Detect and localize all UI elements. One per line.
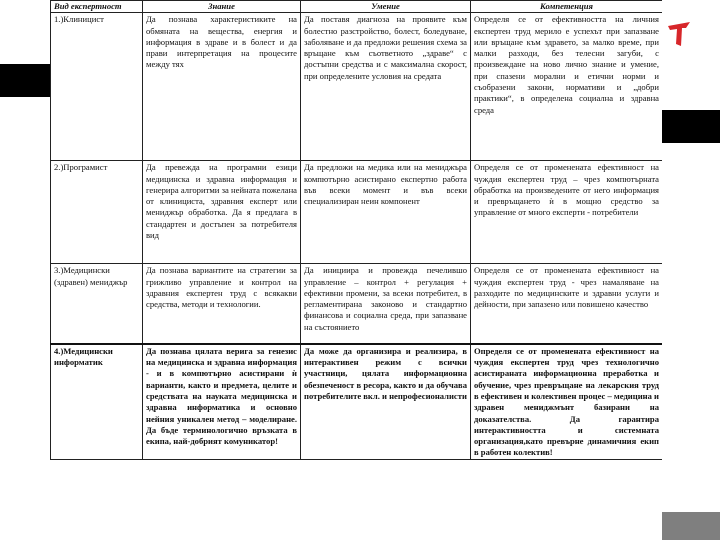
header-znanie: Знание (143, 1, 301, 13)
kompetentsia-text: Определя се от променената ефективност на чуждия експертен труд – чрез компютърната обработка на произведените от него информация и превръщането ѝ в мощно средство за управление от много експерти - потребители (474, 162, 659, 218)
cell-znanie (143, 13, 301, 161)
table-row (51, 344, 663, 459)
cell-umenie (301, 13, 471, 161)
cell-type (51, 161, 143, 264)
umenie-text: Да поставя диагноза на проявите към болестно разстройство, болест, боледуване, заболяване и да предложи решения схема за връщане към съответното „здраве“ с достъпни средства и с максимална скорост, при определените условия на средата (304, 14, 467, 81)
table-row (51, 13, 663, 161)
cell-kompetentsia (471, 161, 663, 264)
cell-znanie (143, 161, 301, 264)
row-type-label: 4.)Медицински информатик (54, 345, 113, 368)
cell-kompetentsia (471, 344, 663, 459)
header-type: Вид експертност (51, 1, 143, 13)
znanie-text: Да познава вариантите на стратегии за грижливо управление и контрол на здравния експертен труд с всякакви средства, методи и технологии. (146, 265, 297, 310)
kompetentsia-text: Определя се от променената ефективност на чуждия експертен труд - чрез намаляване на разходите по медицинските и здравни услуги и дейности, при запазено или повишено качество (474, 265, 659, 310)
cell-znanie (143, 264, 301, 344)
expertise-table (50, 0, 662, 460)
umenie-text: Да може да организира и реализира, в интерактивен режим с всички участници, цялата информационна обезпеченост в ресора, както и да обучава потребителите вкл. и непрофесионалисти (304, 345, 467, 401)
header-kompetentsia: Компетенция (471, 1, 663, 13)
header-umenie: Умение (301, 1, 471, 13)
umenie-text: Да предложи на медика или на мениджъра компютърно асистирано експертно работа във всеки момент и във всеки специализиран неин компонент (304, 162, 467, 207)
table-header-row (51, 1, 663, 13)
row-type-label: 3.)Медицински (здравен) мениджър (54, 265, 128, 287)
cell-type (51, 344, 143, 459)
row-type-label: 1.)Клиницист (54, 14, 104, 25)
cell-znanie (143, 344, 301, 459)
kompetentsia-text: Определя се от променената ефективност на чуждия експертен труд чрез технологично асистираната информационна преработка и обучение, чрез превръщане на лекарския труд в ефективен и колективен процес – медицина и здравен мениджмънт базирани на доказателства. Да гарантира интерактивността и системната организация,като превърне динамичния екип в работен колектив! (474, 345, 659, 458)
znanie-text: Да превежда на програмни езици медицинска и здравна информация и генерира алгоритми за нейната пожелана от клинициста, здравния експерт или мениджър обработка. Да я предлага в стандартен и достъпен за потребителя вид (146, 162, 297, 241)
document-page (50, 0, 662, 540)
cell-umenie (301, 344, 471, 459)
table-row (51, 161, 663, 264)
cell-umenie (301, 161, 471, 264)
background-gray-block (658, 512, 720, 540)
table-row (51, 264, 663, 344)
kompetentsia-text: Определя се от ефективността на личния експертен труд мерило е успехът при запазване или връщане към здравето, за малко време, при малки разходи, без телесни загуби, с произвеждане на ново лично знание и умение, при спазени морални и етични норми и съобразени закони, нормативи и „добри практики“, в определена социална и здравна среда (474, 14, 659, 115)
background-bar-left (0, 64, 50, 97)
cell-kompetentsia (471, 13, 663, 161)
znanie-text: Да познава цялата верига за генезис на медицинска и здравна информация - и в компютърно асистирани ѝ варианти, както и предмета, целите и средствата на науката медицинска и здравна информатика и основно нейния уникален метод – моделиране. Да бъде терминологично връзката в екипа, най-добрият комуникатор! (146, 345, 297, 447)
cell-kompetentsia (471, 264, 663, 344)
cell-umenie (301, 264, 471, 344)
umenie-text: Да инициира и провежда печелившо управление – контрол + регулация + ефективни промени, за всеки потребител, в регламентирана законово и стандартно финансова и социална среда, при запазване на състоянието (304, 265, 467, 332)
row-type-label: 2.)Програмист (54, 162, 108, 173)
red-decoration-icon (668, 22, 690, 46)
background-bar-right (658, 110, 720, 143)
cell-type (51, 264, 143, 344)
cell-type (51, 13, 143, 161)
znanie-text: Да познава характеристиките на обмяната на вещества, енергия и информация в здраве и в болест и да прави интерпретация на процесите между тях (146, 14, 297, 70)
